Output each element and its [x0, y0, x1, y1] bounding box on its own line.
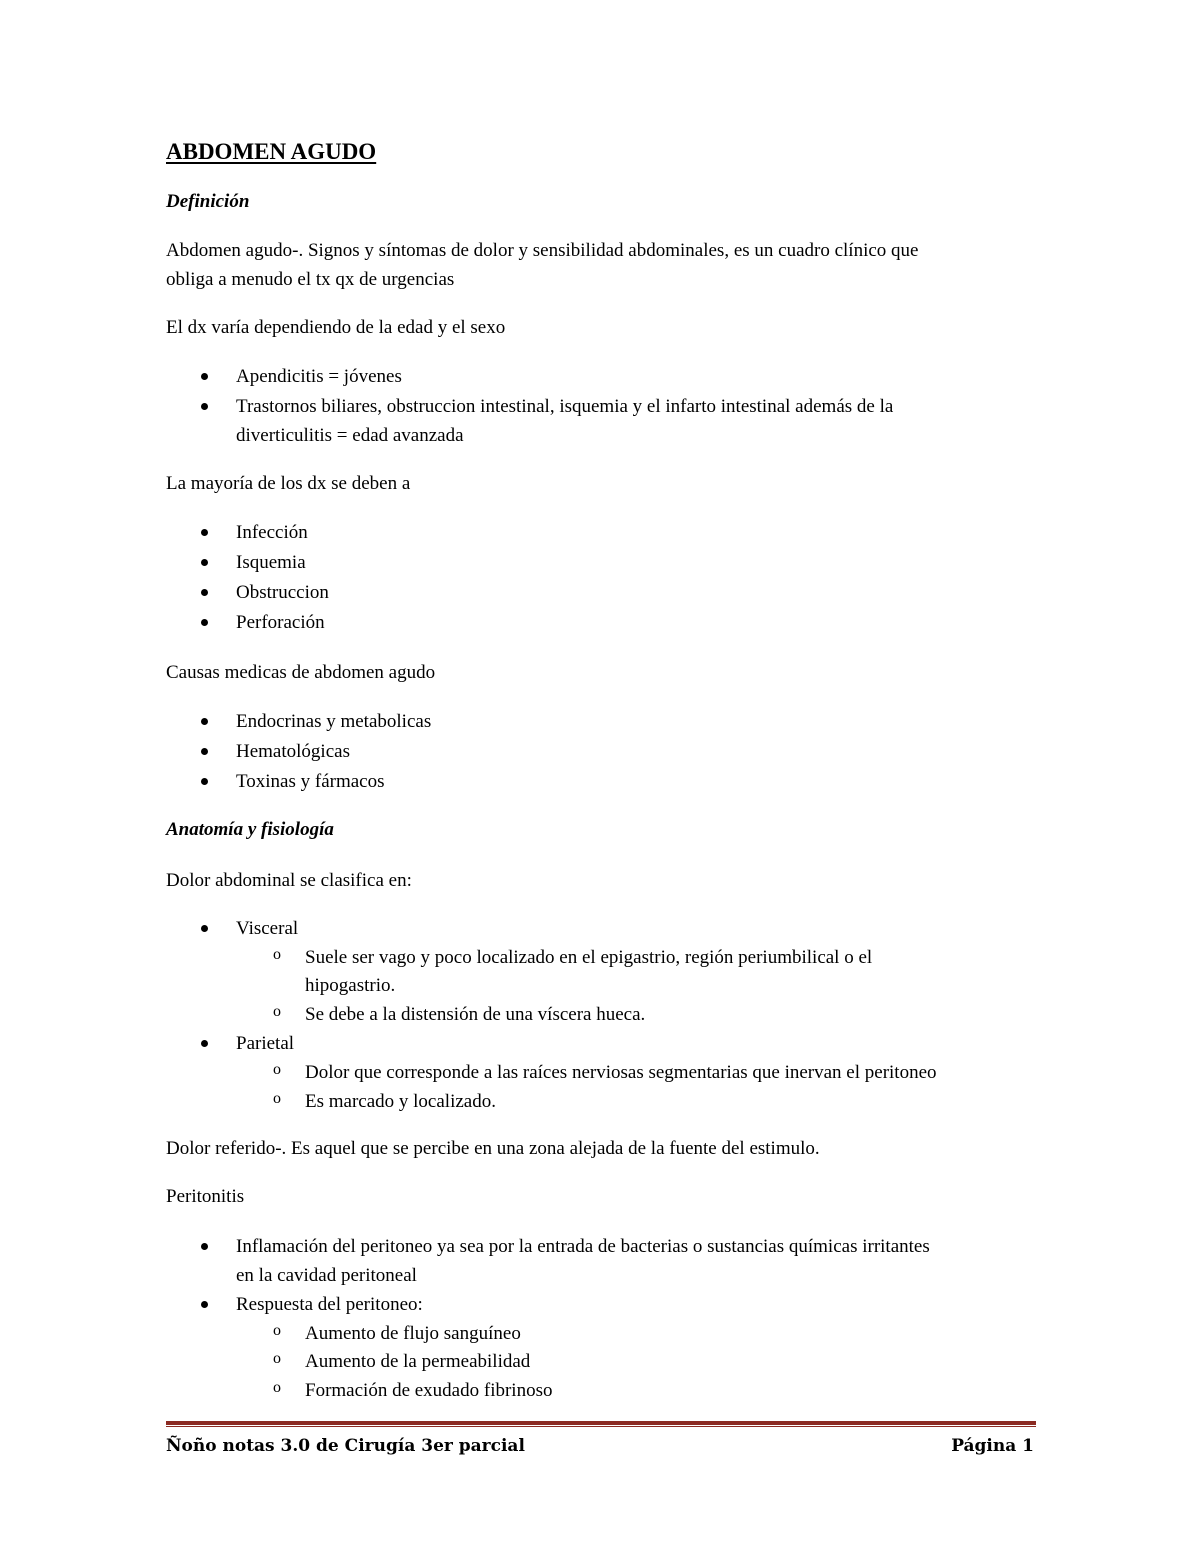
bullet-icon	[201, 559, 208, 566]
sub-list-item: Aumento de la permeabilidad	[305, 1351, 531, 1372]
bullet-icon	[201, 925, 208, 932]
list-item: Inflamación del peritoneo ya sea por la entrada de bacterias o sustancias químicas irritantes	[236, 1236, 930, 1257]
list-item: Perforación	[236, 612, 325, 633]
sub-bullet-icon: o	[273, 1090, 281, 1107]
sub-bullet-icon: o	[273, 1379, 281, 1396]
bullet-icon	[201, 778, 208, 785]
list-item: Isquemia	[236, 552, 306, 573]
list-item: Obstruccion	[236, 582, 329, 603]
bullet-icon	[201, 403, 208, 410]
sub-bullet-icon: o	[273, 1061, 281, 1078]
sub-list-item: Formación de exudado fibrinoso	[305, 1380, 553, 1401]
list-item: Parietal	[236, 1033, 295, 1054]
list-item: Visceral	[236, 918, 299, 939]
paragraph: Peritonitis	[166, 1186, 245, 1207]
list-item: Toxinas y fármacos	[236, 771, 385, 792]
footer-rule	[166, 1421, 1036, 1425]
bullet-icon	[201, 1301, 208, 1308]
list-item: Respuesta del peritoneo:	[236, 1294, 423, 1315]
paragraph: Causas medicas de abdomen agudo	[166, 662, 436, 683]
list-item: Hematológicas	[236, 741, 350, 762]
list-item-continuation: diverticulitis = edad avanzada	[236, 425, 464, 446]
sub-bullet-icon: o	[273, 946, 281, 963]
sub-list-item: Se debe a la distensión de una víscera hueca.	[305, 1004, 646, 1025]
paragraph: Dolor abdominal se clasifica en:	[166, 870, 412, 891]
sub-list-item-continuation: hipogastrio.	[305, 975, 396, 996]
bullet-icon	[201, 373, 208, 380]
list-item: Trastornos biliares, obstruccion intestinal, isquemia y el infarto intestinal además de la	[236, 396, 894, 417]
page-number: Página 1	[951, 1436, 1034, 1456]
bullet-icon	[201, 718, 208, 725]
list-item: Infección	[236, 522, 308, 543]
list-item: Endocrinas y metabolicas	[236, 711, 432, 732]
bullet-icon	[201, 529, 208, 536]
sub-list-item: Suele ser vago y poco localizado en el epigastrio, región periumbilical o el	[305, 947, 873, 968]
bullet-icon	[201, 589, 208, 596]
sub-bullet-icon: o	[273, 1003, 281, 1020]
heading-anatomia: Anatomía y fisiología	[166, 819, 334, 840]
footer-rule-thin	[166, 1426, 1036, 1427]
bullet-icon	[201, 748, 208, 755]
sub-list-item: Es marcado y localizado.	[305, 1091, 496, 1112]
paragraph: Dolor referido-. Es aquel que se percibe en una zona alejada de la fuente del estimulo.	[166, 1138, 820, 1159]
page-title: ABDOMEN AGUDO	[166, 139, 377, 164]
paragraph: El dx varía dependiendo de la edad y el sexo	[166, 317, 506, 338]
sub-list-item: Aumento de flujo sanguíneo	[305, 1323, 521, 1344]
bullet-icon	[201, 1040, 208, 1047]
footer-title: Ñoño notas 3.0 de Cirugía 3er parcial	[166, 1436, 525, 1456]
list-item-continuation: en la cavidad peritoneal	[236, 1265, 417, 1286]
heading-definicion: Definición	[166, 191, 250, 212]
paragraph: La mayoría de los dx se deben a	[166, 473, 411, 494]
sub-list-item: Dolor que corresponde a las raíces nerviosas segmentarias que inervan el peritoneo	[305, 1062, 937, 1083]
bullet-icon	[201, 619, 208, 626]
sub-bullet-icon: o	[273, 1322, 281, 1339]
list-item: Apendicitis = jóvenes	[236, 366, 402, 387]
sub-bullet-icon: o	[273, 1350, 281, 1367]
bullet-icon	[201, 1243, 208, 1250]
definition-line: obliga a menudo el tx qx de urgencias	[166, 269, 455, 290]
definition-line: Abdomen agudo-. Signos y síntomas de dolor y sensibilidad abdominales, es un cuadro clínico que	[166, 240, 919, 261]
